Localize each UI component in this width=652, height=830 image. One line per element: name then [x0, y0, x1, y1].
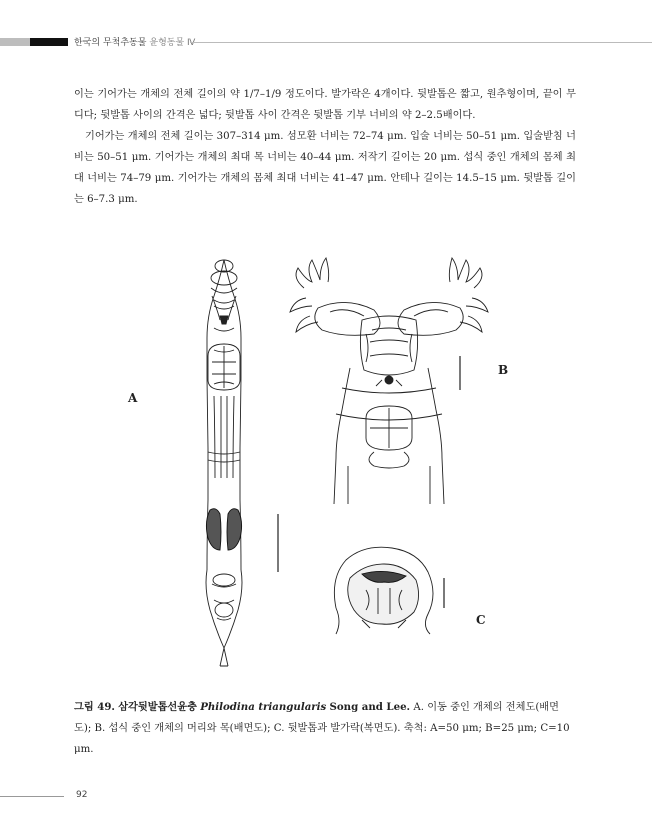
- drawing-c: [334, 547, 444, 634]
- rotifer-illustration: [74, 238, 576, 678]
- caption-scientific-name: Philodina triangularis: [200, 701, 327, 713]
- caption-scientific-wrap: [200, 701, 326, 713]
- caption-text: A. 이동 중인 개체의 전체도(배면도); B. 섭식 중인 개체의 머리와 목(배면도); C. 뒷발톱과 발가락(복면도). 축척: A=50 μm; B=25 μm; C=10 μm.: [74, 702, 570, 755]
- label-b: B: [498, 363, 509, 377]
- caption-authority: Song and Lee.: [329, 701, 411, 713]
- header-title: 한국의 무척추동물: [74, 38, 147, 48]
- running-header: [74, 35, 195, 48]
- page-number: 92: [76, 790, 88, 800]
- header-bar-black: [30, 38, 68, 46]
- header-subtitle: 윤형동물 Ⅳ: [149, 38, 196, 48]
- header-bar-gray: [0, 38, 30, 46]
- label-a: A: [128, 391, 138, 405]
- paragraph-1: 이는 기어가는 개체의 전체 길이의 약 1/7–1/9 정도이다. 발가락은 4개이다. 뒷발톱은 짧고, 원추형이며, 끝이 무디다; 뒷발톱 사이의 간격은 넓다; 뒷발톱 사이 간격은 뒷발톱 기부 너비의 약 2–2.5배이다.: [74, 89, 576, 121]
- caption-figure-number: 그림 49.: [74, 701, 115, 713]
- paragraph-2: 기어가는 개체의 전체 길이는 307–314 μm. 섬모환 너비는 72–74 μm. 입술 너비는 50–51 μm. 입술받침 너비는 50–51 μm. 기어가는 개체의 최대 목 너비는 40–44 μm. 저작기 길이는 20 μm. 섭식 중인 개체의 몸체 최대 너비는 74–79 μm. 기어가는 개체의 몸체 최대 너비는 41–47 μm. 안테나 길이는 14.5–15 μm. 뒷발톱 길이는 6–7.3 μm.: [74, 131, 576, 205]
- body-text: [74, 84, 576, 210]
- figure-caption: [74, 697, 576, 760]
- caption-korean-name: 삼각뒷발톱선윤충: [118, 701, 197, 713]
- drawing-a: [206, 260, 278, 666]
- label-c: C: [476, 613, 486, 627]
- drawing-b: [290, 258, 488, 504]
- header-rule: [190, 42, 652, 43]
- footer-rule: [0, 796, 64, 797]
- figure-49: [74, 238, 576, 678]
